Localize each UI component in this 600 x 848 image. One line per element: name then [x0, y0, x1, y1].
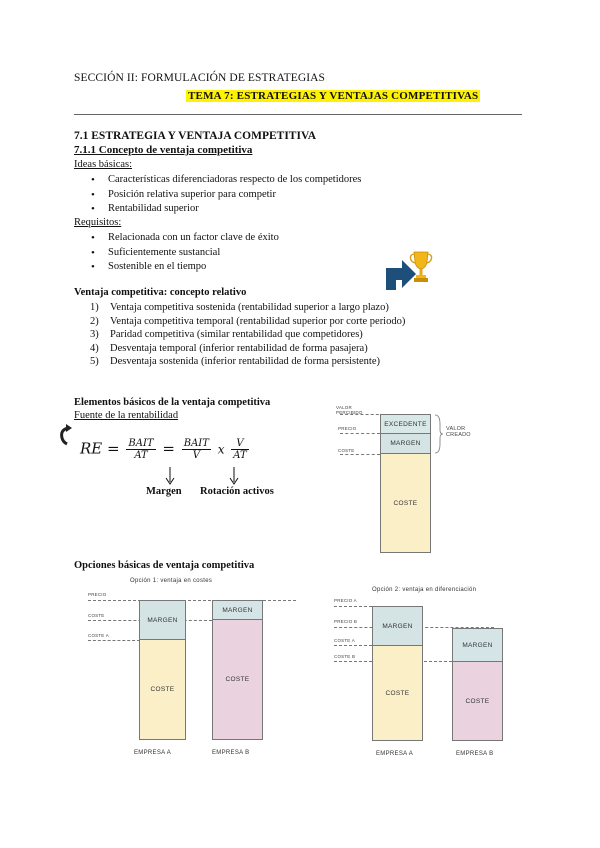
empresa-b-label: EMPRESA B — [212, 750, 250, 756]
coste-b-tick: COSTE — [88, 613, 105, 618]
formula-arrows — [160, 466, 250, 486]
rotacion-label: Rotación activos — [200, 486, 274, 497]
valor-creado-label: VALOR CREADO — [446, 426, 471, 438]
vc-list — [90, 301, 405, 369]
coste-a-tick: COSTE A — [88, 633, 109, 638]
empresa-b-label: EMPRESA B — [456, 751, 494, 757]
bracket-icon — [434, 414, 444, 454]
option1-title: Opción 1: ventaja en costes — [130, 578, 213, 584]
option2-title: Opción 2: ventaja en diferenciación — [372, 587, 477, 593]
list-item: 1) Ventaja competitiva sostenida (rentabilidad superior a largo plazo) — [90, 302, 389, 313]
empresa-a-label: EMPRESA A — [134, 750, 172, 756]
fuente-title: Fuente de la rentabilidad — [74, 410, 179, 421]
opciones-title: Opciones básicas de ventaja competitiva — [74, 560, 255, 571]
list-item: 5) Desventaja sostenida (inferior rentabilidad de forma persistente) — [90, 356, 380, 368]
list-item: • Sostenible en el tiempo — [74, 260, 279, 275]
list-item: • Relacionada con un factor clave de éxito — [74, 231, 279, 246]
coste-tick-label: COSTE — [338, 448, 355, 453]
elementos-title: Elementos básicos de la ventaja competitiva — [74, 397, 271, 408]
excedente-block: EXCEDENTE — [380, 414, 431, 434]
coste-a-tick: COSTE A — [334, 638, 355, 643]
list-item: • Suficientemente sustancial — [74, 246, 279, 261]
section-title: SECCIÓN II: FORMULACIÓN DE ESTRATEGIAS — [74, 72, 326, 84]
coste-block: COSTE — [380, 453, 431, 553]
precio-b-tick: PRECIO B — [334, 619, 358, 624]
heading-7-1: 7.1 ESTRATEGIA Y VENTAJA COMPETITIVA — [74, 130, 317, 142]
vc-title: Ventaja competitiva: concepto relativo — [74, 287, 247, 298]
curved-arrow-icon — [58, 424, 74, 446]
margen-a-block: MARGEN — [139, 600, 186, 640]
margen-label: Margen — [146, 486, 182, 497]
heading-7-1-1: 7.1.1 Concepto de ventaja competitiva — [74, 144, 253, 156]
margen-block: MARGEN — [380, 433, 431, 454]
trophy-arrow-icon — [382, 246, 436, 292]
coste-a-block: COSTE — [139, 639, 186, 740]
margen-b-block: MARGEN — [212, 600, 263, 620]
ideas-list — [74, 173, 361, 217]
list-item: • Posición relativa superior para competir — [74, 188, 361, 203]
ideas-title: Ideas básicas: — [74, 159, 133, 170]
topic-title: TEMA 7: ESTRATEGIAS Y VENTAJAS COMPETITIVAS — [188, 90, 479, 102]
empresa-a-label: EMPRESA A — [376, 751, 414, 757]
precio-label: PRECIO — [338, 426, 357, 431]
coste-b-block: COSTE — [212, 619, 263, 740]
re-formula: RE = $\frac{\text{BAIT}}{AT}$ = $\frac{\text{BAIT}}{V}$ x $\frac{V}{AT}$ — [80, 438, 247, 461]
requisitos-list — [74, 231, 279, 275]
list-item: 3) Paridad competitiva (similar rentabilidad que competidores) — [90, 329, 363, 341]
list-item: • Características diferenciadoras respecto de los competidores — [74, 173, 361, 188]
list-item: 2) Ventaja competitiva temporal (rentabilidad superior por corte periodo) — [90, 315, 406, 327]
precio-tick: PRECIO — [88, 592, 107, 597]
coste-b-block: COSTE — [452, 661, 503, 741]
coste-a-block: COSTE — [372, 645, 423, 741]
precio-percibido-label: VALOR PERCIBIDO — [336, 405, 363, 415]
list-item: • Rentabilidad superior — [74, 202, 361, 217]
list-item: 4) Desventaja temporal (inferior rentabilidad de forma pasajera) — [90, 342, 368, 354]
requisitos-title: Requisitos: — [74, 217, 122, 228]
coste-b-tick: COSTE B — [334, 654, 356, 659]
header-divider — [74, 114, 522, 115]
margen-a-block: MARGEN — [372, 606, 423, 646]
precio-a-tick: PRECIO A — [334, 598, 357, 603]
margen-b-block: MARGEN — [452, 628, 503, 662]
